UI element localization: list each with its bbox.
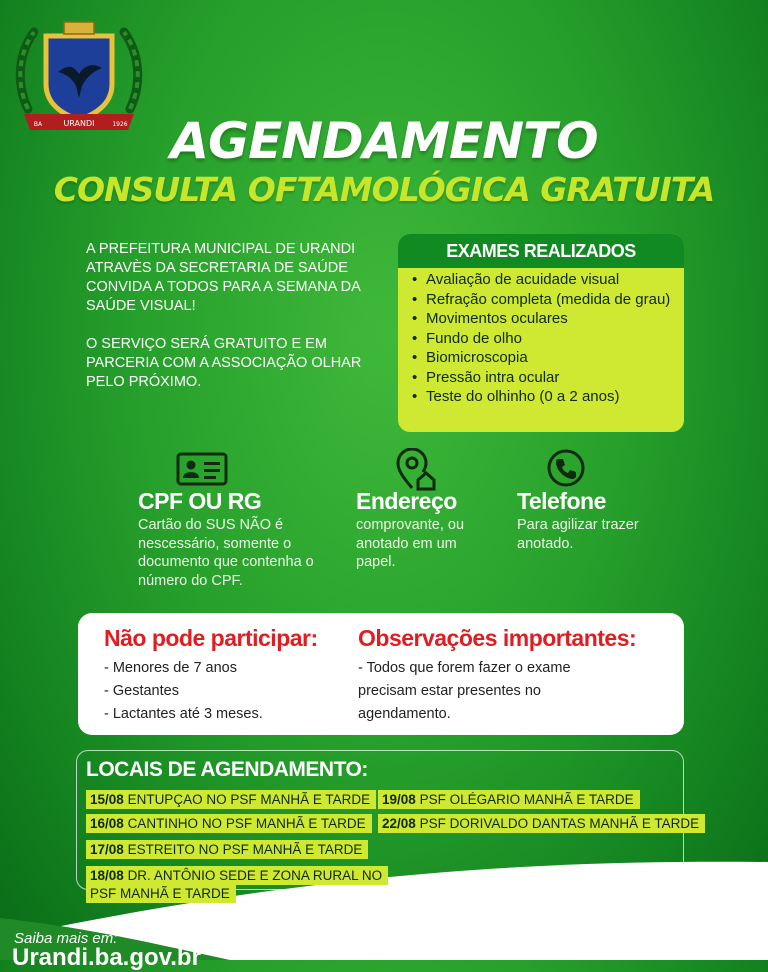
restrictions-card	[78, 613, 684, 735]
observations-text: - Todos que forem fazer o exame precisam estar presentes no agendamento.	[358, 660, 571, 722]
observations-title: Observações importantes:	[358, 625, 637, 651]
exams-header: EXAMES REALIZADOS	[398, 234, 684, 268]
page-subtitle: CONSULTA OFTAMOLÓGICA GRATUITA	[53, 170, 715, 209]
location-home-icon	[394, 448, 442, 492]
endereco-title: Endereço	[356, 488, 457, 514]
location-item: 18/08 DR. ANTÔNIO SEDE E ZONA RURAL NO	[86, 866, 388, 885]
exam-item: • Refração completa (medida de grau)	[412, 290, 674, 310]
locations-title: LOCAIS DE AGENDAMENTO:	[86, 758, 368, 781]
cpf-title: CPF OU RG	[138, 488, 262, 514]
restriction-item: - Gestantes	[104, 683, 179, 699]
location-item: 15/08 ENTUPÇAO NO PSF MANHÃ E TARDE	[86, 790, 376, 809]
cpf-text: Cartão do SUS NÃO é nescessário, somente o documento que contenha o número do CPF.	[138, 517, 314, 589]
exam-item: • Teste do olhinho (0 a 2 anos)	[412, 387, 674, 407]
exams-box	[398, 234, 684, 432]
page-title: AGENDAMENTO	[170, 112, 598, 170]
endereco-text: comprovante, ou anotado em um papel.	[356, 517, 465, 570]
location-item: 16/08 CANTINHO NO PSF MANHÃ E TARDE	[86, 814, 372, 833]
exam-item: • Fundo de olho	[412, 329, 674, 349]
restriction-item: - Menores de 7 anos	[104, 660, 237, 676]
svg-text:BA: BA	[33, 121, 43, 128]
crest-banner-text: URANDI	[63, 119, 95, 128]
intro-paragraph-1: A PREFEITURA MUNICIPAL DE URANDI ATRAVÈS DA SECRETARIA DE SAÚDE CONVIDA A TODOS PARA A SEMANA DA SAÚDE VISUAL!	[86, 241, 360, 314]
location-item: 19/08 PSF OLÉGARIO MANHÃ E TARDE	[378, 790, 640, 809]
svg-text:1926: 1926	[112, 121, 128, 128]
intro-text	[86, 240, 396, 411]
restrictions-title: Não pode participar:	[104, 625, 318, 651]
exam-item: • Biomicroscopia	[412, 348, 674, 368]
location-item-continued: PSF MANHÃ E TARDE	[86, 884, 236, 903]
exam-item: • Avaliação de acuidade visual	[412, 270, 674, 290]
id-card-icon	[176, 448, 224, 492]
footer-site-link[interactable]: Urandi.ba.gov.br	[12, 944, 201, 971]
telefone-title: Telefone	[517, 488, 606, 514]
exam-item: • Pressão intra ocular	[412, 368, 674, 388]
footer-saiba-label: Saiba mais em:	[14, 930, 118, 947]
exam-item: • Movimentos oculares	[412, 309, 674, 329]
phone-icon	[546, 448, 594, 492]
exams-list	[398, 270, 684, 407]
location-item: 17/08 ESTREITO NO PSF MANHÃ E TARDE	[86, 840, 368, 859]
telefone-text: Para agilizar trazer anotado.	[517, 517, 639, 552]
restriction-item: - Lactantes até 3 meses.	[104, 706, 263, 722]
intro-paragraph-2: O SERVIÇO SERÁ GRATUITO E EM PARCERIA COM A ASSOCIAÇÃO OLHAR PELO PRÓXIMO.	[86, 336, 362, 390]
restrictions-list	[104, 657, 263, 726]
location-item: 22/08 PSF DORIVALDO DANTAS MANHÃ E TARDE	[378, 814, 705, 833]
